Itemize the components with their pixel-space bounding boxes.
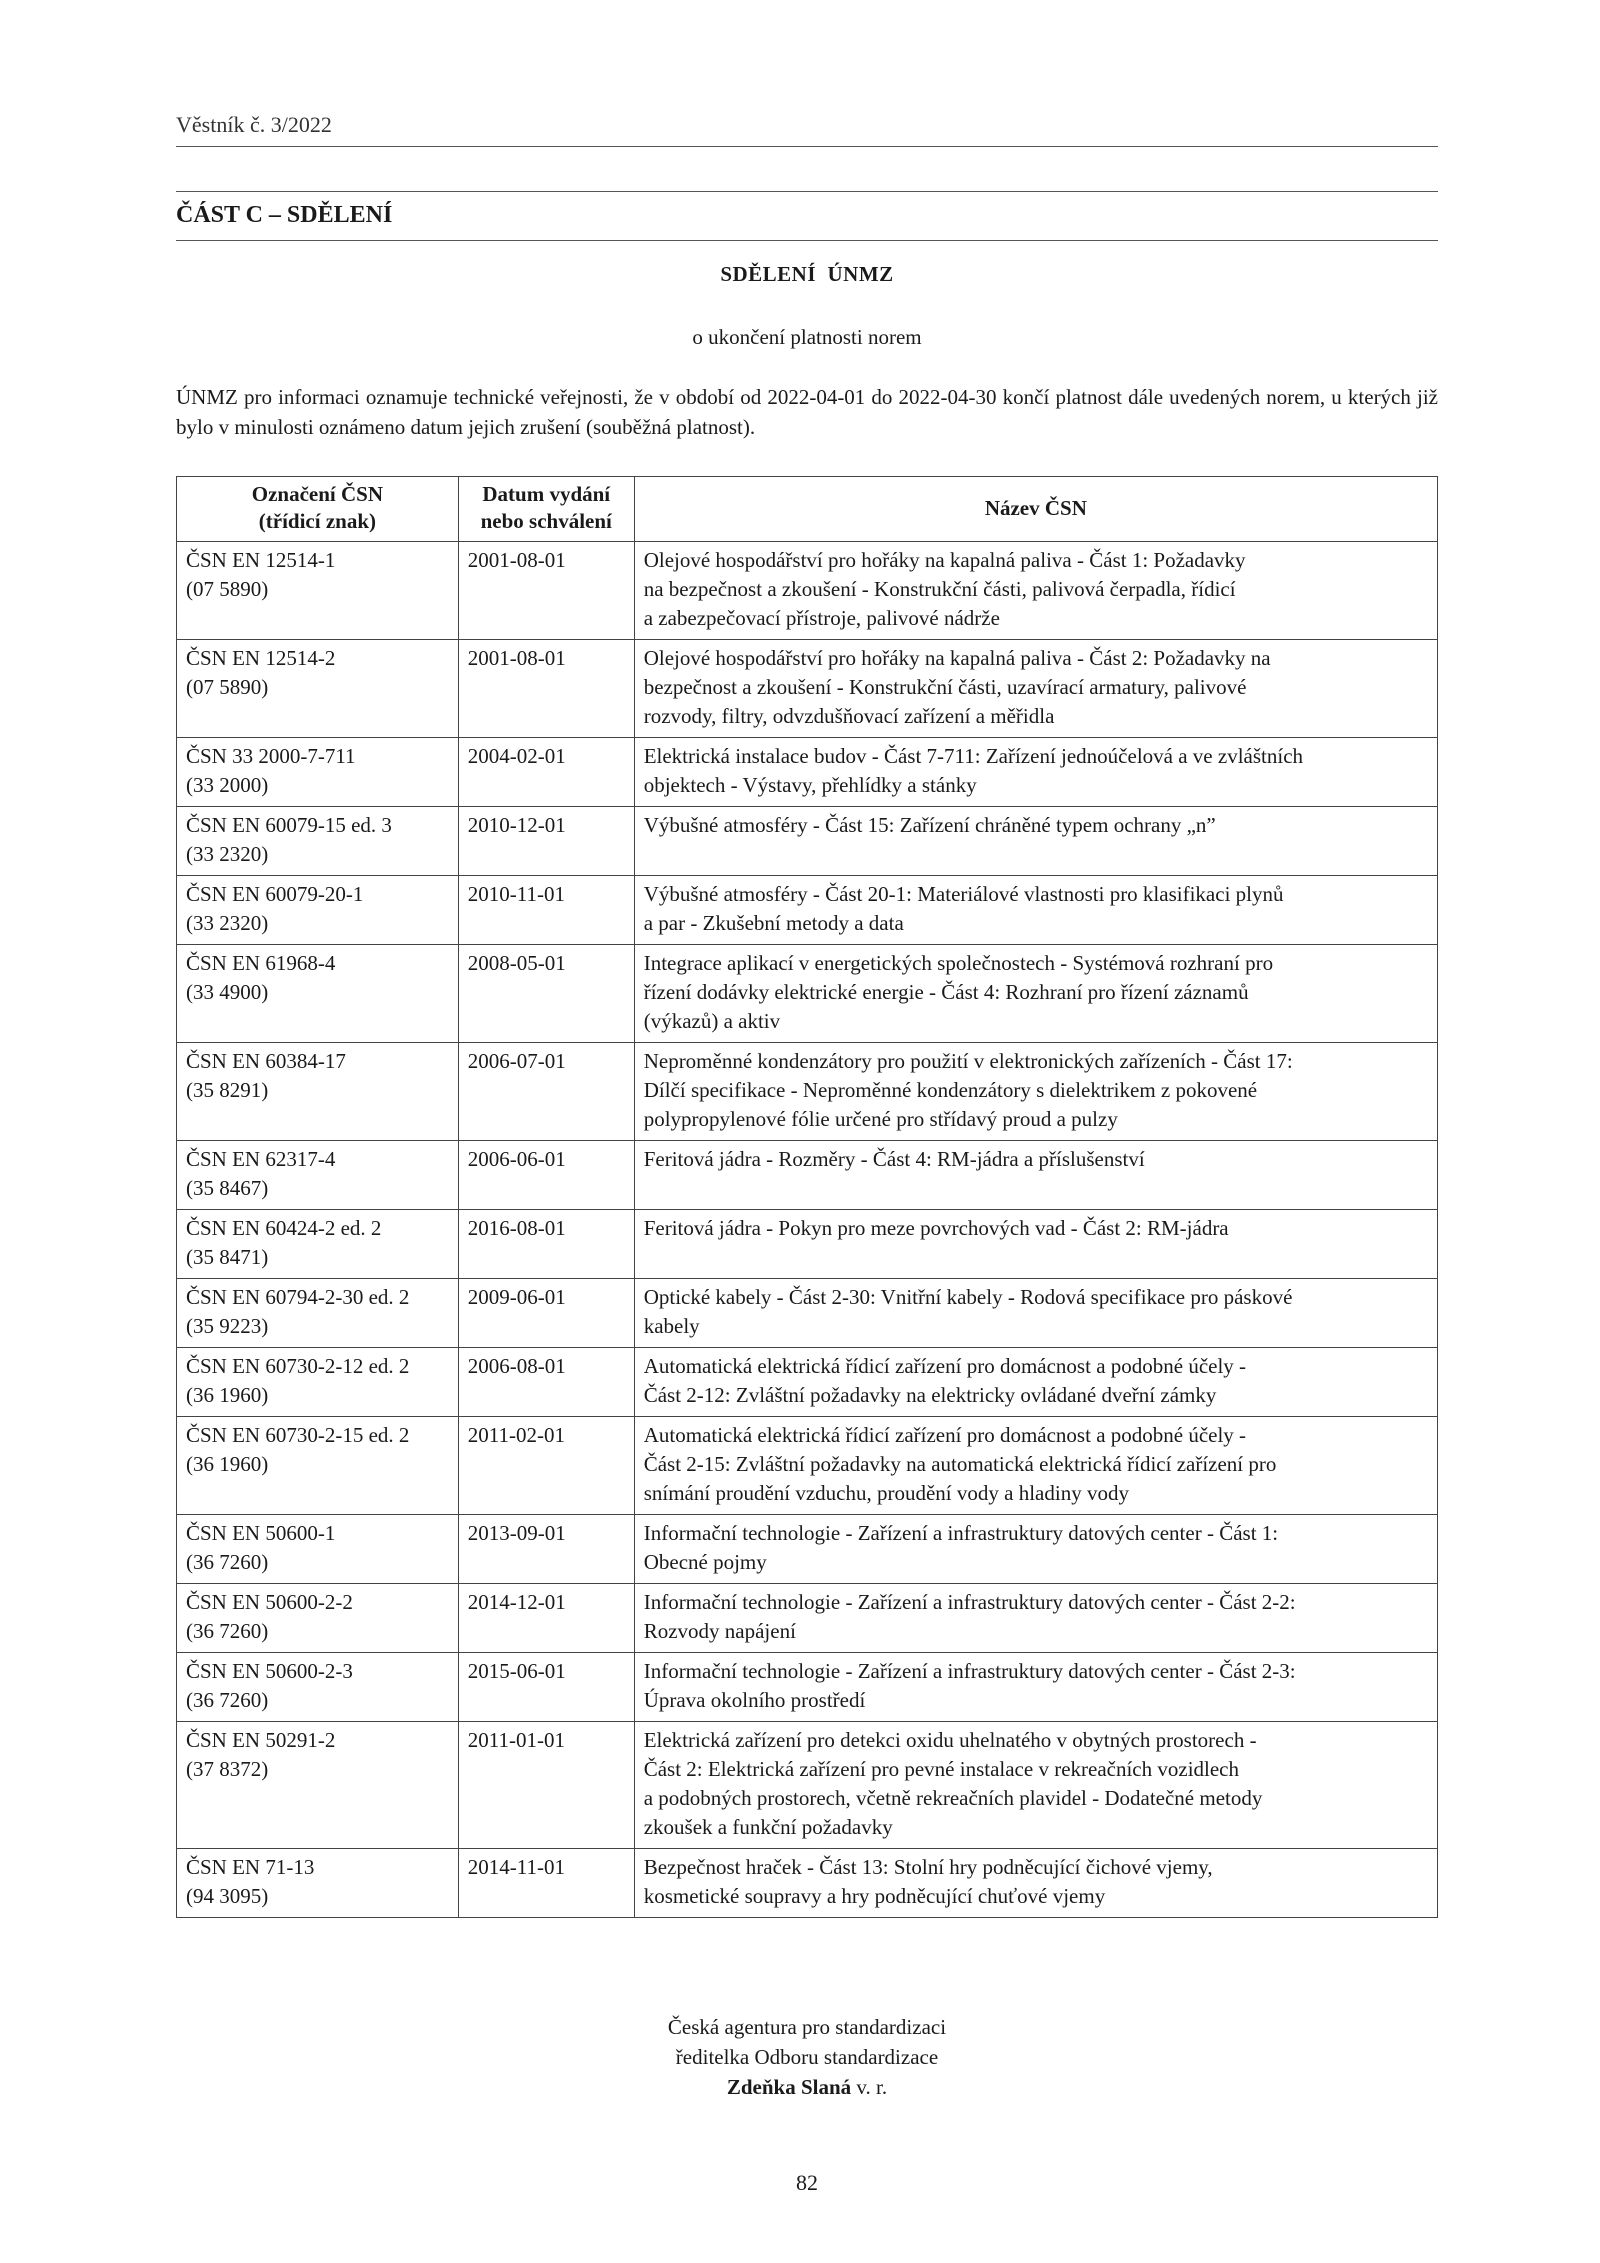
part-title: ČÁST C – SDĚLENÍ [176,202,393,228]
column-header-name: Název ČSN [634,477,1437,542]
cell-date: 2009-06-01 [458,1279,634,1348]
cell-date: 2014-11-01 [458,1849,634,1918]
cell-name: Olejové hospodářství pro hořáky na kapalná paliva - Část 2: Požadavky na bezpečnost a zkoušení - Konstrukční části, uzavírací armatury, palivové rozvody, filtry, odvzdušňovací zařízení a měřidla [634,640,1437,738]
cell-date: 2016-08-01 [458,1210,634,1279]
cell-date: 2010-11-01 [458,876,634,945]
cell-designation: ČSN EN 61968-4 (33 4900) [177,945,459,1043]
cell-designation: ČSN EN 60730-2-15 ed. 2 (36 1960) [177,1417,459,1515]
table-row [177,945,1438,1043]
cell-designation: ČSN EN 50600-2-3 (36 7260) [177,1653,459,1722]
cell-designation: ČSN EN 60424-2 ed. 2 (35 8471) [177,1210,459,1279]
cell-date: 2006-07-01 [458,1043,634,1141]
column-header-designation: Označení ČSN (třídicí znak) [177,477,459,542]
cell-date: 2006-08-01 [458,1348,634,1417]
table-row [177,738,1438,807]
signature-name: Zdeňka Slaná [726,2075,852,2099]
table-row [177,542,1438,640]
cell-date: 2015-06-01 [458,1653,634,1722]
cell-designation: ČSN EN 60384-17 (35 8291) [177,1043,459,1141]
cell-name: Informační technologie - Zařízení a infrastruktury datových center - Část 2-2: Rozvody napájení [634,1584,1437,1653]
cell-name: Integrace aplikací v energetických společnostech - Systémová rozhraní pro řízení dodávky elektrické energie - Část 4: Rozhraní pro řízení záznamů (výkazů) a aktiv [634,945,1437,1043]
table-row [177,1210,1438,1279]
cell-date: 2013-09-01 [458,1515,634,1584]
notice-subtitle: o ukončení platnosti norem [692,325,922,349]
table-row [177,876,1438,945]
cell-designation: ČSN EN 12514-2 (07 5890) [177,640,459,738]
signature-role: ředitelka Odboru standardizace [675,2045,939,2069]
cell-designation: ČSN EN 60079-20-1 (33 2320) [177,876,459,945]
cell-name: Neproměnné kondenzátory pro použití v elektronických zařízeních - Část 17: Dílčí specifikace - Neproměnné kondenzátory s dielektrikem z pokovené polypropylenové fólie určené pro střídavý proud a pulzy [634,1043,1437,1141]
cell-name: Elektrická zařízení pro detekci oxidu uhelnatého v obytných prostorech - Část 2: Elektrická zařízení pro pevné instalace v rekreačních vozidlech a podobných prostorech, včetně rekreačních plavidel - Dodatečné metody zkoušek a funkční požadavky [634,1722,1437,1849]
cell-name: Informační technologie - Zařízení a infrastruktury datových center - Část 1: Obecné pojmy [634,1515,1437,1584]
table-row [177,1417,1438,1515]
cell-designation: ČSN EN 62317-4 (35 8467) [177,1141,459,1210]
notice-title: SDĚLENÍ ÚNMZ [720,262,894,286]
cell-date: 2010-12-01 [458,807,634,876]
table-row [177,1348,1438,1417]
notice-intro-paragraph: ÚNMZ pro informaci oznamuje technické veřejnosti, že v období od 2022-04-01 do 2022-04-30 končí platnost dále uvedených norem, u kterých již bylo v minulosti oznámeno datum jejich zrušení (souběžná platnost). [176,385,1438,439]
cell-designation: ČSN EN 50291-2 (37 8372) [177,1722,459,1849]
table-header-row [177,477,1438,542]
cell-date: 2004-02-01 [458,738,634,807]
cell-name: Bezpečnost hraček - Část 13: Stolní hry podněcující čichové vjemy, kosmetické soupravy a hry podněcující chuťové vjemy [634,1849,1437,1918]
table-row [177,1849,1438,1918]
table-row [177,1515,1438,1584]
cell-name: Informační technologie - Zařízení a infrastruktury datových center - Část 2-3: Úprava okolního prostředí [634,1653,1437,1722]
cell-date: 2011-02-01 [458,1417,634,1515]
cell-name: Automatická elektrická řídicí zařízení pro domácnost a podobné účely - Část 2-12: Zvláštní požadavky na elektricky ovládané dveřní zámky [634,1348,1437,1417]
cell-designation: ČSN EN 50600-2-2 (36 7260) [177,1584,459,1653]
cell-designation: ČSN EN 60794-2-30 ed. 2 (35 9223) [177,1279,459,1348]
signature-line [176,2072,1438,2102]
cell-date: 2001-08-01 [458,542,634,640]
cell-name: Výbušné atmosféry - Část 15: Zařízení chráněné typem ochrany „n” [634,807,1437,876]
cell-name: Feritová jádra - Pokyn pro meze povrchových vad - Část 2: RM-jádra [634,1210,1437,1279]
norms-table [176,476,1438,1918]
cell-designation: ČSN EN 60079-15 ed. 3 (33 2320) [177,807,459,876]
cell-name: Feritová jádra - Rozměry - Část 4: RM-jádra a příslušenství [634,1141,1437,1210]
part-title-rule-bottom [176,240,1438,241]
cell-date: 2001-08-01 [458,640,634,738]
table-row [177,1653,1438,1722]
table-row [177,807,1438,876]
cell-name: Optické kabely - Část 2-30: Vnitřní kabely - Rodová specifikace pro páskové kabely [634,1279,1437,1348]
cell-date: 2011-01-01 [458,1722,634,1849]
cell-date: 2014-12-01 [458,1584,634,1653]
signature-organization: Česká agentura pro standardizaci [667,2015,947,2039]
signature-block [176,2012,1438,2102]
cell-designation: ČSN 33 2000-7-711 (33 2000) [177,738,459,807]
cell-designation: ČSN EN 50600-1 (36 7260) [177,1515,459,1584]
part-title-rule-top [176,191,1438,192]
table-row [177,640,1438,738]
cell-designation: ČSN EN 71-13 (94 3095) [177,1849,459,1918]
cell-name: Automatická elektrická řídicí zařízení pro domácnost a podobné účely - Část 2-15: Zvláštní požadavky na automatická elektrická řídicí zařízení pro snímání proudění vzduchu, proudění vody a hladiny vody [634,1417,1437,1515]
cell-designation: ČSN EN 12514-1 (07 5890) [177,542,459,640]
page-number: 82 [796,2170,818,2195]
table-row [177,1584,1438,1653]
cell-designation: ČSN EN 60730-2-12 ed. 2 (36 1960) [177,1348,459,1417]
table-row [177,1722,1438,1849]
cell-name: Olejové hospodářství pro hořáky na kapalná paliva - Část 1: Požadavky na bezpečnost a zkoušení - Konstrukční části, palivová čerpadla, řídicí a zabezpečovací přístroje, palivové nádrže [634,542,1437,640]
header-rule [176,146,1438,147]
cell-name: Výbušné atmosféry - Část 20-1: Materiálové vlastnosti pro klasifikaci plynů a par - Zkušební metody a data [634,876,1437,945]
cell-name: Elektrická instalace budov - Část 7-711: Zařízení jednoúčelová a ve zvláštních objektech - Výstavy, přehlídky a stánky [634,738,1437,807]
column-header-date: Datum vydání nebo schválení [458,477,634,542]
cell-date: 2006-06-01 [458,1141,634,1210]
cell-date: 2008-05-01 [458,945,634,1043]
table-row [177,1279,1438,1348]
signature-suffix: v. r. [851,2075,888,2099]
journal-issue-header: Věstník č. 3/2022 [176,112,332,137]
norms-table-body [177,542,1438,1918]
table-row [177,1141,1438,1210]
table-row [177,1043,1438,1141]
